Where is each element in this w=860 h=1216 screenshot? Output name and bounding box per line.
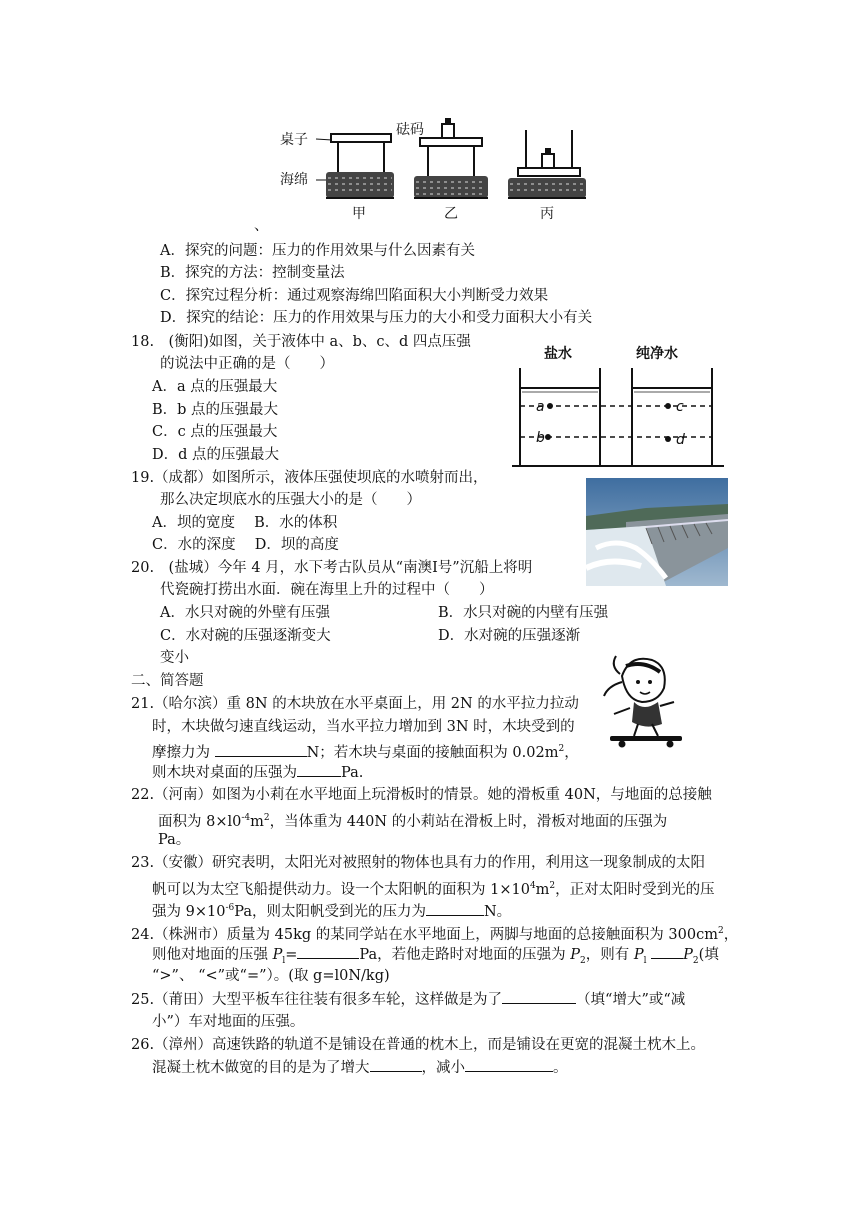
skateboard-girl-drawing (600, 652, 690, 748)
q21-stem-4: 则木块对桌面的压强为 Pa. (152, 762, 363, 783)
section-heading: 二、简答题 (131, 673, 204, 689)
q25-stem-1: 25.（莆田）大型平板车往往装有很多车轮，这样做是为了 （填“增大”或“减 (131, 989, 685, 1010)
pure-water-label: 纯净水 (636, 346, 678, 362)
q23-force-blank[interactable] (426, 901, 484, 916)
setup-yi (414, 118, 488, 198)
q19-stem-1: 19.（成都）如图所示，液体压强使坝底的水喷射而出， (131, 470, 488, 486)
q26-decrease-blank[interactable] (465, 1057, 553, 1072)
setup-jia (326, 134, 394, 198)
q20-option-d: D．水对碗的压强逐渐 (438, 628, 581, 644)
q24-stem-1: 24.（株洲市）质量为 45kg 的某同学站在水平地面上，两脚与地面的总接触面积为 $300cm^2$， (131, 926, 739, 943)
sponge-label: 海绵 (280, 172, 308, 188)
q17-option-a: A．探究的问题：压力的作用效果与什么因素有关 (160, 243, 475, 259)
q21-stem-1: 21.（哈尔滨）重 8N 的木块放在水平桌面上，用 2N 的水平拉力拉动 (131, 696, 579, 712)
sponge-pressure-figure (276, 112, 596, 224)
caption-jia: 甲 (352, 206, 366, 222)
q25-stem-2: 小”）车对地面的压强。 (152, 1014, 305, 1030)
q20-stem-2: 代瓷碗打捞出水面．碗在海里上升的过程中（ ） (160, 582, 494, 598)
q20-option-c: C．水对碗的压强逐渐变大 (160, 628, 331, 644)
desk-label: 桌子 (280, 132, 308, 148)
q25-blank[interactable] (502, 989, 576, 1004)
point-d-label: d (676, 432, 685, 448)
q18-option-d: D．d 点的压强最大 (152, 447, 280, 463)
q26-increase-blank[interactable] (370, 1057, 422, 1072)
q18-stem-1: 18. (衡阳)如图，关于液体中 a、b、c、d 四点压强 (131, 334, 471, 350)
q23-stem-1: 23.（安徽）研究表明，太阳光对被照射的物体也具有力的作用，利用这一现象制成的太阳 (131, 855, 706, 871)
q19-options-row-2: C．水的深度 D．坝的高度 (152, 537, 339, 553)
caption-yi: 乙 (444, 206, 458, 222)
q24-stem-2: 则他对地面的压强 $P_l= Pa$，若他走路时对地面的压强为 $P_2$，则有 $P_l$ $P_2$(填 (152, 944, 719, 971)
q22-stem-2: 面积为 $8\times l0^{-4}m^2$，当体重为 440N 的小莉站在滑板上时，滑板对地面的压强为 (158, 813, 668, 830)
q20-stem-1: 20. (盐城）今年 4 月，水下考古队员从“南澳Ⅰ号”沉船上将明 (131, 560, 533, 576)
q17-option-c: C．探究过程分析：通过观察海绵凹陷面积大小判断受力效果 (160, 288, 549, 304)
q24-compare-blank[interactable] (651, 944, 683, 959)
dam-photo (586, 478, 728, 586)
stray-mark: 、 (254, 218, 269, 234)
q26-stem-2: 混凝土枕木做宽的目的是为了增大 ，减小 。 (152, 1057, 568, 1078)
q23-stem-2: 帆可以为太空飞船提供动力。设一个太阳帆的面积为 $1\times 10^4m^2$，正对太阳时受到光的压 (152, 881, 715, 898)
point-b-label: b (536, 430, 545, 446)
q18-option-a: A．a 点的压强最大 (152, 379, 278, 395)
q18-stem-2: 的说法中正确的是（ ） (160, 356, 334, 372)
weight-label: 砝码 (396, 122, 424, 138)
q17-option-d: D．探究的结论：压力的作用效果与压力的大小和受力面积大小有关 (160, 310, 593, 326)
q21-pressure-blank[interactable] (297, 762, 341, 777)
q24-stem-3: “>”、 “<”或“=”）。(取 g=l0N/kg) (152, 968, 390, 984)
salt-water-label: 盐水 (544, 346, 572, 362)
caption-bing: 丙 (540, 206, 554, 222)
q21-stem-2: 时，木块做匀速直线运动，当水平拉力增加到 3N 时，木块受到的 (152, 719, 575, 735)
q18-option-c: C．c 点的压强最大 (152, 424, 278, 440)
q23-stem-3: 强为 $9\times 10^{-6}Pa$，则太阳帆受到光的压力为 N。 (152, 898, 511, 922)
point-c-label: c (676, 399, 684, 415)
q20-option-a: A．水只对碗的外壁有压强 (160, 605, 330, 621)
q20-option-d-cont: 变小 (160, 650, 189, 666)
q21-stem-3: 摩擦力为 N；若木块与桌面的接触面积为 $0.02m^2$， (152, 739, 579, 763)
q21-friction-blank[interactable] (215, 742, 307, 757)
liquid-containers-figure (508, 340, 738, 470)
q20-option-b: B．水只对碗的内壁有压强 (438, 605, 609, 621)
q18-option-b: B．b 点的压强最大 (152, 402, 279, 418)
q22-stem-3: Pa。 (158, 832, 191, 848)
point-a-label: a (536, 399, 545, 415)
q26-stem-1: 26.（漳州）高速铁路的轨道不是铺设在普通的枕木上，而是铺设在更宽的混凝土枕木上。 (131, 1037, 706, 1053)
q19-stem-2: 那么决定坝底水的压强大小的是（ ） (160, 492, 421, 508)
q24-pressure-blank[interactable] (297, 944, 359, 959)
q22-stem-1: 22.（河南）如图为小莉在水平地面上玩滑板时的情景。她的滑板重 40N，与地面的总接触 (131, 787, 712, 803)
q17-option-b: B．探究的方法：控制变量法 (160, 265, 345, 281)
q19-options-row-1: A．坝的宽度 B．水的体积 (152, 515, 338, 531)
setup-bing (508, 130, 586, 198)
